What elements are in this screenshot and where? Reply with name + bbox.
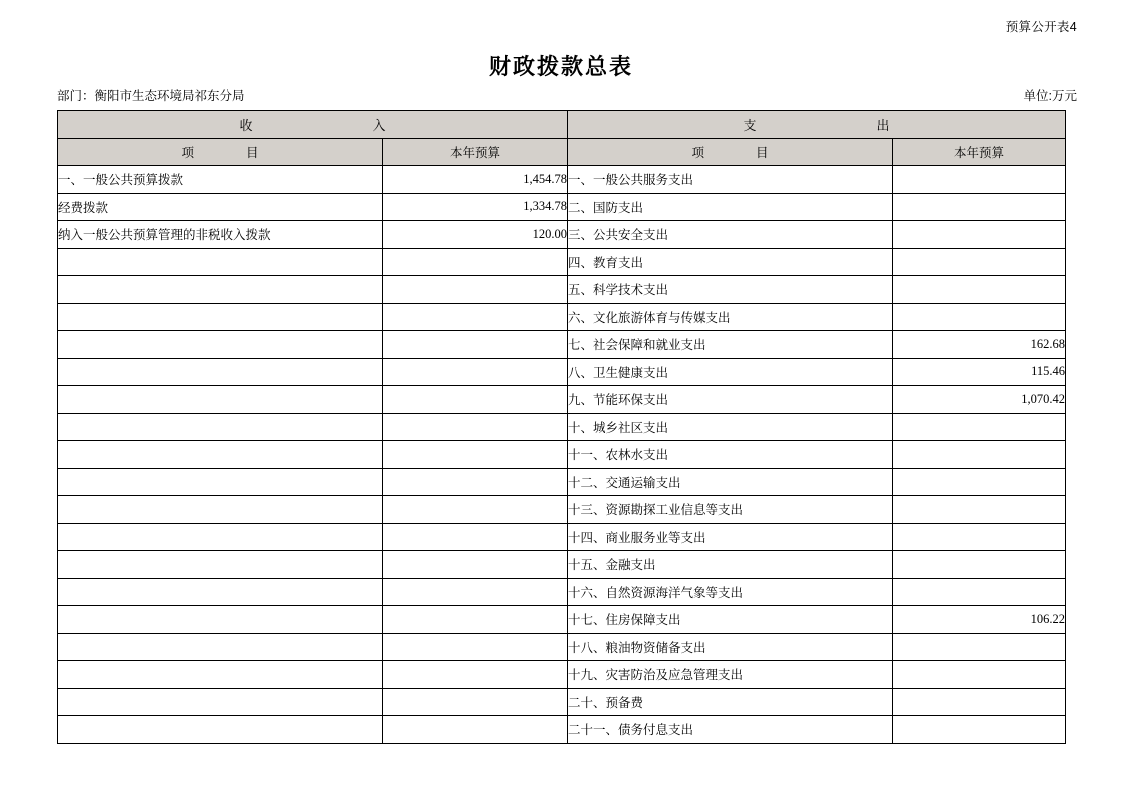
expense-budget-cell — [893, 496, 1066, 524]
income-item-cell — [58, 716, 383, 744]
income-item-cell — [58, 661, 383, 689]
table-row — [58, 606, 1066, 634]
income-budget-cell — [383, 386, 568, 414]
group-header-income-char2: 入 — [372, 117, 386, 133]
table-row — [58, 166, 1066, 194]
expense-item-cell: 十三、资源勘探工业信息等支出 — [568, 496, 893, 524]
table-row — [58, 331, 1066, 359]
expense-budget-cell: 115.46 — [893, 358, 1066, 386]
table-row — [58, 441, 1066, 469]
group-header-expense-char2: 出 — [876, 117, 890, 133]
income-item-cell — [58, 468, 383, 496]
income-budget-cell — [383, 413, 568, 441]
income-item-cell — [58, 496, 383, 524]
income-item-cell — [58, 386, 383, 414]
table-row — [58, 221, 1066, 249]
table-row — [58, 523, 1066, 551]
expense-budget-cell — [893, 166, 1066, 194]
group-header-expense — [568, 111, 1066, 139]
expense-item-char1: 项 — [691, 145, 704, 160]
income-item-cell — [58, 523, 383, 551]
income-item-cell: 经费拨款 — [58, 193, 383, 221]
table-row — [58, 248, 1066, 276]
expense-item-cell: 六、文化旅游体育与传媒支出 — [568, 303, 893, 331]
column-header-income-budget: 本年预算 — [383, 138, 568, 166]
income-item-cell — [58, 688, 383, 716]
expense-budget-cell — [893, 303, 1066, 331]
table-row — [58, 661, 1066, 689]
column-header-expense-item — [568, 138, 893, 166]
table-row — [58, 413, 1066, 441]
table-row — [58, 633, 1066, 661]
table-row — [58, 551, 1066, 579]
expense-budget-cell — [893, 441, 1066, 469]
income-budget-cell — [383, 248, 568, 276]
income-item-cell — [58, 331, 383, 359]
expense-item-cell: 二十一、债务付息支出 — [568, 716, 893, 744]
group-header-income-char1: 收 — [239, 117, 253, 133]
table-row — [58, 496, 1066, 524]
income-item-cell — [58, 413, 383, 441]
income-item-cell — [58, 578, 383, 606]
income-item-char1: 项 — [181, 145, 194, 160]
expense-item-cell: 十九、灾害防治及应急管理支出 — [568, 661, 893, 689]
expense-item-cell: 八、卫生健康支出 — [568, 358, 893, 386]
income-budget-cell — [383, 633, 568, 661]
income-item-cell: 纳入一般公共预算管理的非税收入拨款 — [58, 221, 383, 249]
expense-budget-cell: 1,070.42 — [893, 386, 1066, 414]
table-row — [58, 716, 1066, 744]
income-item-cell — [58, 248, 383, 276]
expense-budget-cell — [893, 276, 1066, 304]
table-column-header-row — [58, 138, 1066, 166]
department-label: 部门：衡阳市生态环境局祁东分局 — [57, 89, 245, 103]
expense-item-cell: 十一、农林水支出 — [568, 441, 893, 469]
expense-item-cell: 九、节能环保支出 — [568, 386, 893, 414]
income-item-cell — [58, 606, 383, 634]
income-item-cell: 一、一般公共预算拨款 — [58, 166, 383, 194]
income-budget-cell: 1,334.78 — [383, 193, 568, 221]
income-budget-cell — [383, 551, 568, 579]
expense-budget-cell — [893, 523, 1066, 551]
expense-item-cell: 十八、粮油物资储备支出 — [568, 633, 893, 661]
subheader — [57, 86, 1077, 104]
expense-budget-cell — [893, 221, 1066, 249]
income-item-cell — [58, 551, 383, 579]
expense-item-cell: 十四、商业服务业等支出 — [568, 523, 893, 551]
table-row — [58, 578, 1066, 606]
expense-budget-cell — [893, 633, 1066, 661]
income-budget-cell — [383, 523, 568, 551]
group-header-income — [58, 111, 568, 139]
table-row — [58, 193, 1066, 221]
expense-item-cell: 十五、金融支出 — [568, 551, 893, 579]
income-budget-cell — [383, 661, 568, 689]
income-item-cell — [58, 358, 383, 386]
income-budget-cell — [383, 441, 568, 469]
table-row — [58, 358, 1066, 386]
expense-item-cell: 一、一般公共服务支出 — [568, 166, 893, 194]
expense-item-cell: 二、国防支出 — [568, 193, 893, 221]
expense-budget-cell — [893, 716, 1066, 744]
expense-budget-cell — [893, 193, 1066, 221]
expense-item-cell: 四、教育支出 — [568, 248, 893, 276]
income-budget-cell — [383, 578, 568, 606]
column-header-income-item — [58, 138, 383, 166]
income-budget-cell — [383, 276, 568, 304]
table-row — [58, 303, 1066, 331]
income-budget-cell — [383, 606, 568, 634]
table-row — [58, 386, 1066, 414]
table-row — [58, 276, 1066, 304]
income-item-cell — [58, 276, 383, 304]
expense-item-cell: 二十、预备费 — [568, 688, 893, 716]
form-number-note: 预算公开表4 — [1005, 20, 1077, 34]
column-header-expense-budget: 本年预算 — [893, 138, 1066, 166]
income-budget-cell — [383, 688, 568, 716]
expense-budget-cell — [893, 551, 1066, 579]
income-item-cell — [58, 441, 383, 469]
expense-item-cell: 十七、住房保障支出 — [568, 606, 893, 634]
income-budget-cell — [383, 468, 568, 496]
expense-budget-cell — [893, 661, 1066, 689]
page-title: 财政拨款总表 — [488, 54, 633, 79]
budget-table — [57, 110, 1066, 744]
expense-item-cell: 十、城乡社区支出 — [568, 413, 893, 441]
expense-item-cell: 十二、交通运输支出 — [568, 468, 893, 496]
unit-label: 单位:万元 — [1023, 89, 1077, 103]
table-group-header-row — [58, 111, 1066, 139]
expense-budget-cell — [893, 248, 1066, 276]
expense-budget-cell — [893, 688, 1066, 716]
table-row — [58, 688, 1066, 716]
expense-item-cell: 三、公共安全支出 — [568, 221, 893, 249]
expense-budget-cell: 162.68 — [893, 331, 1066, 359]
expense-budget-cell — [893, 468, 1066, 496]
expense-budget-cell — [893, 578, 1066, 606]
income-budget-cell: 1,454.78 — [383, 166, 568, 194]
group-header-expense-char1: 支 — [743, 117, 757, 133]
income-budget-cell — [383, 331, 568, 359]
expense-budget-cell — [893, 413, 1066, 441]
expense-item-char2: 目 — [756, 145, 769, 160]
table-row — [58, 468, 1066, 496]
income-budget-cell — [383, 303, 568, 331]
income-budget-cell: 120.00 — [383, 221, 568, 249]
expense-budget-cell: 106.22 — [893, 606, 1066, 634]
income-item-char2: 目 — [246, 145, 259, 160]
income-item-cell — [58, 633, 383, 661]
income-budget-cell — [383, 716, 568, 744]
income-item-cell — [58, 303, 383, 331]
expense-item-cell: 五、科学技术支出 — [568, 276, 893, 304]
table-body — [58, 166, 1066, 744]
expense-item-cell: 七、社会保障和就业支出 — [568, 331, 893, 359]
income-budget-cell — [383, 496, 568, 524]
income-budget-cell — [383, 358, 568, 386]
expense-item-cell: 十六、自然资源海洋气象等支出 — [568, 578, 893, 606]
